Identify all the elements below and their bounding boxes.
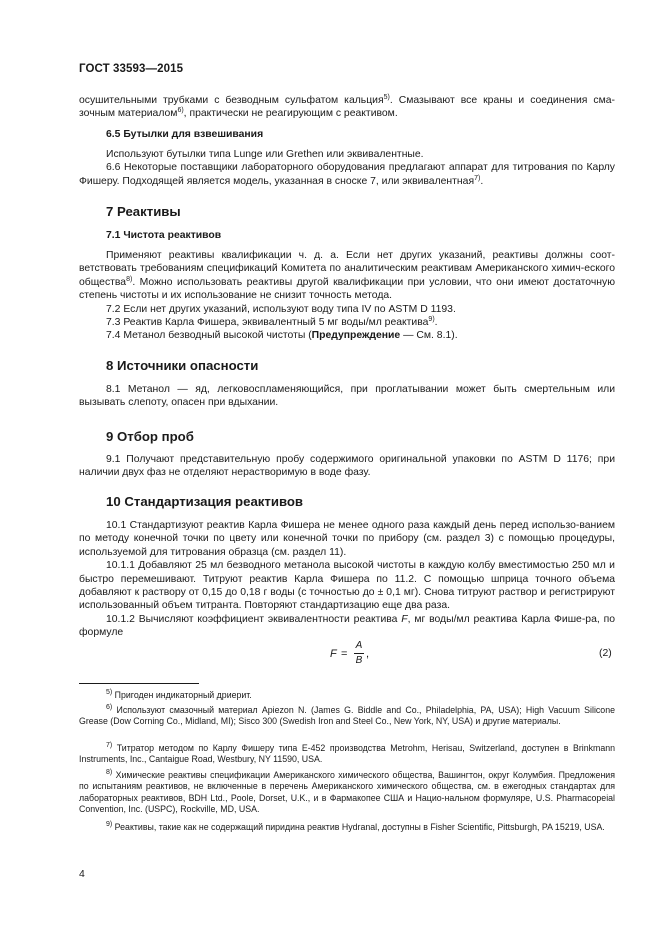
formula-number: (2) <box>599 648 612 659</box>
formula-denominator: B <box>355 655 363 666</box>
fraction-bar <box>354 653 364 654</box>
section-7-body: Применяют реактивы квалификации ч. д. а. Если нет других указаний, реактивы должны соот-ветствовать требованиям спецификаций Комитета по аналитическим реактивам Американского химич-еского общества$^{8)}$. Можно использовать реактивы другой квалификации при условии, что они имеют достаточную степень чистоты и их использование не снизит точность метода. 7.2 Если нет других указаний, используют воду типа IV по ASTM D 1193. 7.3 Реактив Карла Фишера, эквивалентный 5 мг воды/мл реактива$^{9)}$. 7.4 Метанол безводный высокой чистоты (Предупреждение — См. 8.1). <box>79 250 615 342</box>
section-10-body: 10.1 Стандартизуют реактив Карла Фишера не менее одного раза каждый день перед использо-ванием по методу конечной точки по цвету или конечной точки по прибору (см. раздел 3) с помощью процедуры, используемой для титрования образца (см. раздел 11). 10.1.1 Добавляют 25 мл безводного метанола высокой чистоты в каждую колбу вместимостью 250 мл и быстро перемешивают. Титруют реактив Карла Фишера по 11.2. С помощью шприца точного объема добавляют к раствору от 0,15 до 0,18 г воды (с точностью до ± 0,1 мг). Снова титруют раствор и регистрируют использованный объем титранта. Повторяют стандартизацию еще два раза. 10.1.2 Вычисляют коэффициент эквивалентности реактива F, мг воды/мл реактива Карла Фише-ра, по формуле <box>79 520 615 639</box>
formula-comma: , <box>366 648 370 660</box>
section-9-title: 9 Отбор проб <box>106 429 194 444</box>
footnote-5: $^{5)}$ Пригоден индикаторный дриерит. <box>106 689 252 700</box>
section-6-5-title: 6.5 Бутылки для взвешивания <box>106 129 264 140</box>
section-9-body: 9.1 Получают представительную пробу содержимого оригинальной упаковки по ASTM D 1176; при наличии двух фаз не отделяют нерастворимую в воде фазу. <box>79 454 615 479</box>
footnote-7: $^{7)}$ Титратор методом по Карлу Фишеру типа E-452 производства Metrohm, Herisau, Switzerland, доступен в Brinkmann Instruments, Inc., Cantaigue Road, Westbury, NY 11590, USA. <box>79 742 615 765</box>
section-8-title: 8 Источники опасности <box>106 358 259 373</box>
footnote-9: $^{9)}$ Реактивы, такие как не содержащий пиридина реактив Hydranal, доступны в Fisher Scientific, Pittsburgh, PA 15219, USA. <box>106 821 605 832</box>
section-10-title: 10 Стандартизация реактивов <box>106 494 304 509</box>
formula-lhs: F <box>330 648 337 660</box>
intro-paragraph: осушительными трубками с безводным сульфатом кальция$^{5)}$. Смазывают все краны и соединения сма-зочным материалом$^{6)}$, практически не реагирующим с реактивом. <box>79 94 615 120</box>
standard-header: ГОСТ 33593—2015 <box>79 63 184 75</box>
formula-equals: = <box>341 648 348 660</box>
footnote-6: $^{6)}$ Используют смазочный материал Apiezon N. (James G. Biddle and Co., Philadelphia, PA, USA); High Vacuum Silicone Grease (Dow Corning Co., Midland, MI); Sisco 300 (Swedish Iron and Steel Co., New York, NY, USA) и другие материалы. <box>79 704 615 727</box>
formula-fraction <box>354 640 364 667</box>
section-6-5-body: Используют бутылки типа Lunge или Grethen или эквивалентные. 6.6 Некоторые поставщики лабораторного оборудования предлагают аппарат для титрования по Карлу Фишеру. Подходящей является модель, указанная в сноске 7, или эквивалентная$^{7)}$. <box>79 149 615 187</box>
section-8-body: 8.1 Метанол — яд, легковоспламеняющийся, при проглатывании может быть смертельным или вызывать слепоту, опасен при вдыхании. <box>79 384 615 409</box>
formula-numerator: A <box>355 640 363 651</box>
page-number: 4 <box>79 869 85 880</box>
section-7-title: 7 Реактивы <box>106 204 181 219</box>
section-7-1-title: 7.1 Чистота реактивов <box>106 230 222 241</box>
footnote-separator <box>79 683 199 684</box>
footnote-8: $^{8)}$ Химические реактивы спецификации Американского химического общества, Вашингтон, округ Колумбия. Предложения по испытаниям реактивов, не включенные в перечень Американского химического общества, см. в ежегодных стандартах для лабораторных реактивов, BDH Ltd., Poole, Dorset, U.K., и в Фармакопее США и Нацио-нальном формуляре, U.S. Pharmacopeial Convention, Inc. (USPC), Rockville, MD, USA. <box>79 769 615 815</box>
